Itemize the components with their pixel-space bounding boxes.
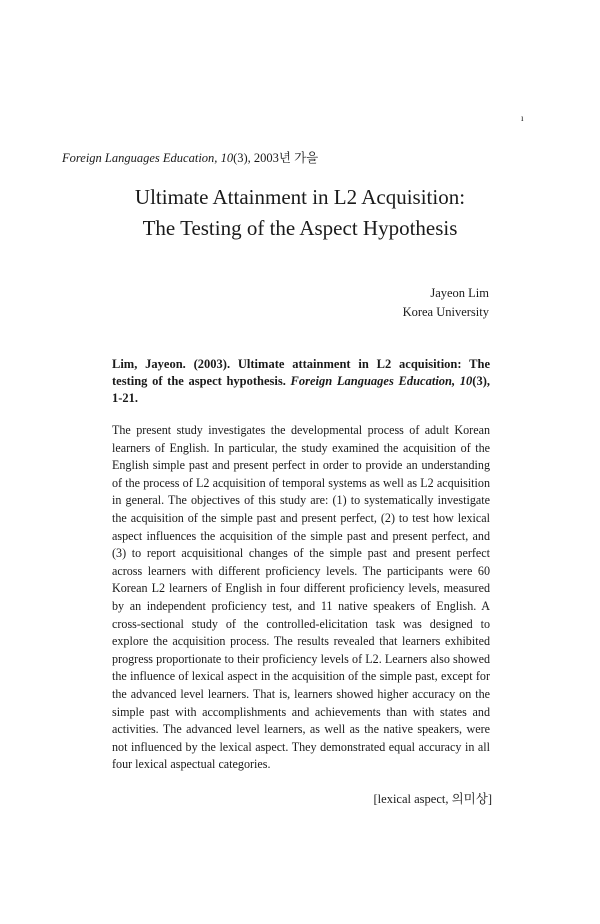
citation <box>112 356 490 407</box>
author-affiliation: Korea University <box>402 305 489 319</box>
journal-issue: (3), 2003년 가을 <box>233 151 319 165</box>
journal-name: Foreign Languages Education, <box>62 151 218 165</box>
journal-volume: 10 <box>220 151 234 165</box>
citation-pages: (3), 1-21. <box>112 374 490 405</box>
title-line-1: Ultimate Attainment in L2 Acquisition: <box>134 185 466 209</box>
author-name: Jayeon Lim <box>430 286 489 300</box>
author-block <box>403 284 489 322</box>
journal-header <box>62 150 542 166</box>
abstract-text: The present study investigates the developmental process of adult Korean learners of English. In particular, the study examined the acquisition of the English simple past and present perfect in order to provide an understanding of the process of L2 acquisition of temporal systems as well as L2 acquisition in general. The objectives of this study are: (1) to systematically investigate the acquisition of the simple past and present perfect, (2) to test how lexical aspect influences the acquisition of the simple past and present perfect, and (3) to report acquisitional changes of the simple past and present perfect across learners with different proficiency levels. The participants were 60 Korean L2 learners of English in four different proficiency levels, measured by an independent proficiency test, and 11 native speakers of English. A cross-sectional study of the controlled-elicitation task was designed to explore the acquisition process. The results revealed that learners exhibited progress proportionate to their proficiency levels of L2. Learners also showed the influence of lexical aspect in the acquisition of the simple past, except for the advanced level learners. That is, learners showed higher accuracy on the simple past with accomplishments and achievements than with states and activities. The advanced level learners, as well as the native speakers, were not influenced by the lexical aspect. They demonstrated equal accuracy in all four lexical aspectual categories. <box>112 423 490 772</box>
citation-lead: Lim, Jayeon. (2003). Ultimate attainment in L2 acquisition: The testing of the aspect hypothesis. <box>112 357 490 388</box>
page-mark: ı <box>521 113 524 123</box>
citation-volume: 10 <box>459 374 473 388</box>
keywords: [lexical aspect, 의미상] <box>373 792 492 806</box>
title-line-2: The Testing of the Aspect Hypothesis <box>142 216 458 240</box>
citation-journal: Foreign Languages Education, <box>290 374 456 388</box>
paper-title <box>0 182 600 244</box>
